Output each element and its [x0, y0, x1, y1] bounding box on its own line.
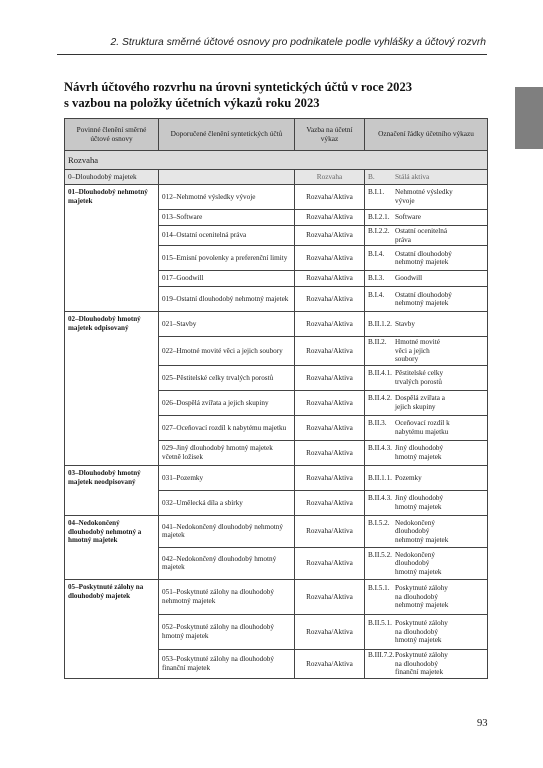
chapter-thumb-tab — [515, 87, 543, 149]
statement-code: B.II.3. — [368, 419, 387, 428]
section-row — [65, 151, 488, 170]
link-cell: Rozvaha/Aktiva — [295, 440, 365, 465]
account-cell: 014–Ostatní ocenitelná práva — [159, 226, 295, 246]
statement-name: Nedokončený dlouhodobý hmotný majetek — [395, 550, 442, 576]
statement-code: B.I.3. — [368, 274, 385, 283]
account-cell: 012–Nehmotné výsledky vývoje — [159, 185, 295, 210]
statement-code: B.III.7.2. — [368, 651, 395, 660]
account-cell: 022–Hmotné movité věci a jejich soubory — [159, 337, 295, 366]
link-cell: Rozvaha/Aktiva — [295, 579, 365, 614]
statement-line-cell — [365, 579, 488, 614]
link-cell: Rozvaha/Aktiva — [295, 337, 365, 366]
table-header-row — [65, 119, 488, 151]
page-number: 93 — [477, 718, 488, 729]
statement-code: B.II.4.1. — [368, 369, 392, 378]
link-cell: Rozvaha/Aktiva — [295, 415, 365, 440]
page-title — [64, 79, 412, 111]
statement-name: Nehmotné výsledky vývoje — [395, 188, 453, 205]
statement-name: Stavby — [395, 319, 415, 328]
statement-line-cell — [365, 210, 488, 226]
statement-name: Goodwill — [395, 274, 423, 283]
subsection-link: Rozvaha — [295, 170, 365, 185]
statement-line-cell — [365, 515, 488, 547]
table-row — [65, 465, 488, 490]
link-cell: Rozvaha/Aktiva — [295, 390, 365, 415]
statement-name: Ostatní dlouhodobý nehmotný majetek — [395, 290, 452, 308]
account-cell: 026–Dospělá zvířata a jejich skupiny — [159, 390, 295, 415]
link-cell: Rozvaha/Aktiva — [295, 312, 365, 337]
section-label: Rozvaha — [65, 151, 488, 170]
link-cell: Rozvaha/Aktiva — [295, 365, 365, 390]
statement-code: B.II.1.2. — [368, 319, 392, 328]
title-line-1: Návrh účtového rozvrhu na úrovni syntetických účtů v roce 2023 — [64, 80, 413, 94]
chart-of-accounts-table — [64, 118, 488, 679]
statement-line-cell — [365, 490, 488, 515]
account-cell: 052–Poskytnuté zálohy na dlouhodobý hmotný majetek — [159, 614, 295, 649]
statement-line-cell — [365, 440, 488, 465]
subsection-label: 0–Dlouhodobý majetek — [65, 170, 159, 185]
subsection-code: B. — [368, 171, 375, 181]
statement-line-cell — [365, 547, 488, 579]
statement-line-cell — [365, 226, 488, 246]
statement-name: Oceňovací rozdíl k nabytému majetku — [395, 419, 450, 436]
link-cell: Rozvaha/Aktiva — [295, 465, 365, 490]
account-cell: 053–Poskytnuté zálohy na dlouhodobý finanční majetek — [159, 649, 295, 678]
account-cell: 025–Pěstitelské celky trvalých porostů — [159, 365, 295, 390]
account-cell: 031–Pozemky — [159, 465, 295, 490]
link-cell: Rozvaha/Aktiva — [295, 649, 365, 678]
account-cell: 051–Poskytnuté zálohy na dlouhodobý nehmotný majetek — [159, 579, 295, 614]
link-cell: Rozvaha/Aktiva — [295, 271, 365, 287]
link-cell: Rozvaha/Aktiva — [295, 515, 365, 547]
table-row — [65, 579, 488, 614]
statement-name: Poskytnuté zálohy na dlouhodobý finanční majetek — [395, 651, 448, 677]
statement-code: B.II.5.1. — [368, 619, 392, 628]
account-cell: 042–Nedokončený dlouhodobý hmotný majetek — [159, 547, 295, 579]
running-header: 2. Struktura směrné účtové osnovy pro podnikatele podle vyhlášky a účtový rozvrh — [110, 37, 486, 48]
statement-line-cell — [365, 365, 488, 390]
account-cell: 013–Software — [159, 210, 295, 226]
title-line-2: s vazbou na položky účetních výkazů roku 2023 — [64, 96, 320, 110]
column-header-link: Vazba na účetní výkaz — [295, 119, 365, 151]
link-cell: Rozvaha/Aktiva — [295, 614, 365, 649]
statement-name: Jiný dlouhodobý hmotný majetek — [395, 444, 444, 461]
statement-code: B.II.4.2. — [368, 394, 392, 403]
account-cell: 032–Umělecká díla a sbírky — [159, 490, 295, 515]
statement-code: B.I.2.2. — [368, 227, 390, 235]
statement-line-cell — [365, 287, 488, 312]
group-cell: 02–Dlouhodobý hmotný majetek odpisovaný — [65, 312, 159, 466]
statement-code: B.I.5.2. — [368, 518, 390, 527]
statement-line-cell — [365, 246, 488, 271]
statement-line-cell — [365, 337, 488, 366]
statement-code: B.II.2. — [368, 338, 387, 347]
statement-name: Software — [395, 213, 421, 222]
statement-code: B.I.4. — [368, 249, 385, 258]
link-cell: Rozvaha/Aktiva — [295, 287, 365, 312]
header-rule — [57, 54, 487, 55]
account-cell: 041–Nedokončený dlouhodobý nehmotný majetek — [159, 515, 295, 547]
account-cell: 015–Emisní povolenky a preferenční limity — [159, 246, 295, 271]
statement-line-cell — [365, 614, 488, 649]
statement-code: B.II.4.3. — [368, 444, 392, 453]
statement-line-cell — [365, 271, 488, 287]
account-cell: 027–Oceňovací rozdíl k nabytému majetku — [159, 415, 295, 440]
statement-name: Ostatní dlouhodobý nehmotný majetek — [395, 249, 452, 267]
link-cell: Rozvaha/Aktiva — [295, 246, 365, 271]
statement-name: Poskytnuté zálohy na dlouhodobý nehmotný majetek — [395, 584, 449, 610]
link-cell: Rozvaha/Aktiva — [295, 185, 365, 210]
statement-line-cell — [365, 312, 488, 337]
column-header-statement-line: Označení řádky účetního výkazu — [365, 119, 488, 151]
statement-code: B.I.4. — [368, 290, 385, 299]
subsection-name: Stálá aktiva — [395, 171, 430, 181]
statement-line-cell — [365, 390, 488, 415]
statement-name: Nedokončený dlouhodobý nehmotný majetek — [395, 518, 449, 544]
statement-code: B.I.2.1. — [368, 213, 390, 222]
group-cell: 01–Dlouhodobý nehmotný majetek — [65, 185, 159, 312]
statement-code: B.I.1. — [368, 188, 385, 197]
statement-name: Dospělá zvířata a jejich skupiny — [395, 394, 445, 411]
subsection-statement-cell — [365, 170, 488, 185]
group-cell: 05–Poskytnuté zálohy na dlouhodobý majetek — [65, 579, 159, 678]
table-row — [65, 312, 488, 337]
statement-name: Jiný dlouhodobý hmotný majetek — [395, 494, 444, 511]
statement-code: B.II.5.2. — [368, 550, 392, 559]
statement-line-cell — [365, 185, 488, 210]
statement-code: B.II.1.1. — [368, 473, 392, 482]
group-cell: 04–Nedokončený dlouhodobý nehmotný a hmotný majetek — [65, 515, 159, 579]
statement-line-cell — [365, 649, 488, 678]
statement-name: Ostatní ocenitelná práva — [395, 227, 448, 244]
account-cell: 017–Goodwill — [159, 271, 295, 287]
group-cell: 03–Dlouhodobý hmotný majetek neodpisovaný — [65, 465, 159, 515]
account-cell: 021–Stavby — [159, 312, 295, 337]
account-cell: 029–Jiný dlouhodobý hmotný majetek včetně ložisek — [159, 440, 295, 465]
statement-name: Hmotné movité věci a jejich soubory — [395, 338, 440, 364]
statement-name: Poskytnuté zálohy na dlouhodobý hmotný majetek — [395, 619, 448, 645]
statement-name: Pozemky — [395, 473, 422, 482]
table-row — [65, 185, 488, 210]
link-cell: Rozvaha/Aktiva — [295, 210, 365, 226]
statement-code: B.II.4.3. — [368, 494, 392, 503]
account-cell: 019–Ostatní dlouhodobý nehmotný majetek — [159, 287, 295, 312]
statement-code: B.I.5.1. — [368, 584, 390, 593]
statement-name: Pěstitelské celky trvalých porostů — [395, 369, 444, 386]
link-cell: Rozvaha/Aktiva — [295, 226, 365, 246]
link-cell: Rozvaha/Aktiva — [295, 547, 365, 579]
statement-line-cell — [365, 465, 488, 490]
table-row — [65, 515, 488, 547]
column-header-mandatory: Povinné členění směrné účtové osnovy — [65, 119, 159, 151]
column-header-recommended: Doporučené členění syntetických účtů — [159, 119, 295, 151]
link-cell: Rozvaha/Aktiva — [295, 490, 365, 515]
subsection-row — [65, 170, 488, 185]
statement-line-cell — [365, 415, 488, 440]
subsection-account-cell — [159, 170, 295, 185]
